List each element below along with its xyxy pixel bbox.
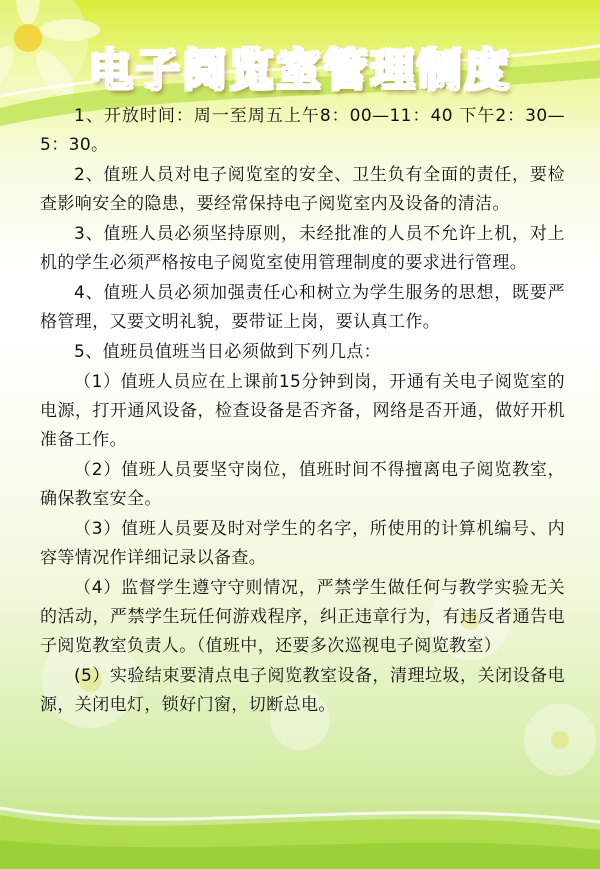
sub-rule-4: （4）监督学生遵守守则情况，严禁学生做任何与教学实验无关的活动，严禁学生玩任何游戏程序，纠正违章行为，有违反者通告电子阅览教室负责人。（值班中，还要多次巡视电子阅览教室） [40,578,565,656]
rule-3: 3、值班人员必须坚持原则，未经批准的人员不允许上机，对上机的学生必须严格按电子阅览室使用管理制度的要求进行管理。 [40,224,565,273]
sub-rule-5: (5）实验结束要清点电子阅览教室设备，清理垃圾，关闭设备电源，关闭电灯，锁好门窗，切断总电。 [40,666,565,715]
rule-5: 5、值班员值班当日必须做到下列几点： [74,342,382,362]
sub-rule-2: （2）值班人员要坚守岗位，值班时间不得擅离电子阅览教室，确保教室安全。 [40,460,565,509]
page-title: 电子阅览室管理制度 [88,45,512,96]
sub-rule-1: （1）值班人员应在上课前15分钟到岗，开通有关电子阅览室的电源，打开通风设备，检查设备是否齐备，网络是否开通，做好开机准备工作。 [40,372,565,450]
rule-2: 2、值班人员对电子阅览室的安全、卫生负有全面的责任，要检查影响安全的隐患，要经常保持电子阅览室内及设备的清洁。 [40,165,565,214]
rule-4: 4、值班人员必须加强责任心和树立为学生服务的思想，既要严格管理，又要文明礼貌，要带证上岗，要认真工作。 [40,283,565,332]
sub-rule-3: （3）值班人员要及时对学生的名字，所使用的计算机编号、内容等情况作详细记录以备查。 [40,519,565,568]
rule-1: 1、开放时间：周一至周五上午8：00—11：40 下午2：30—5：30。 [40,106,565,155]
rules-body [40,102,565,721]
